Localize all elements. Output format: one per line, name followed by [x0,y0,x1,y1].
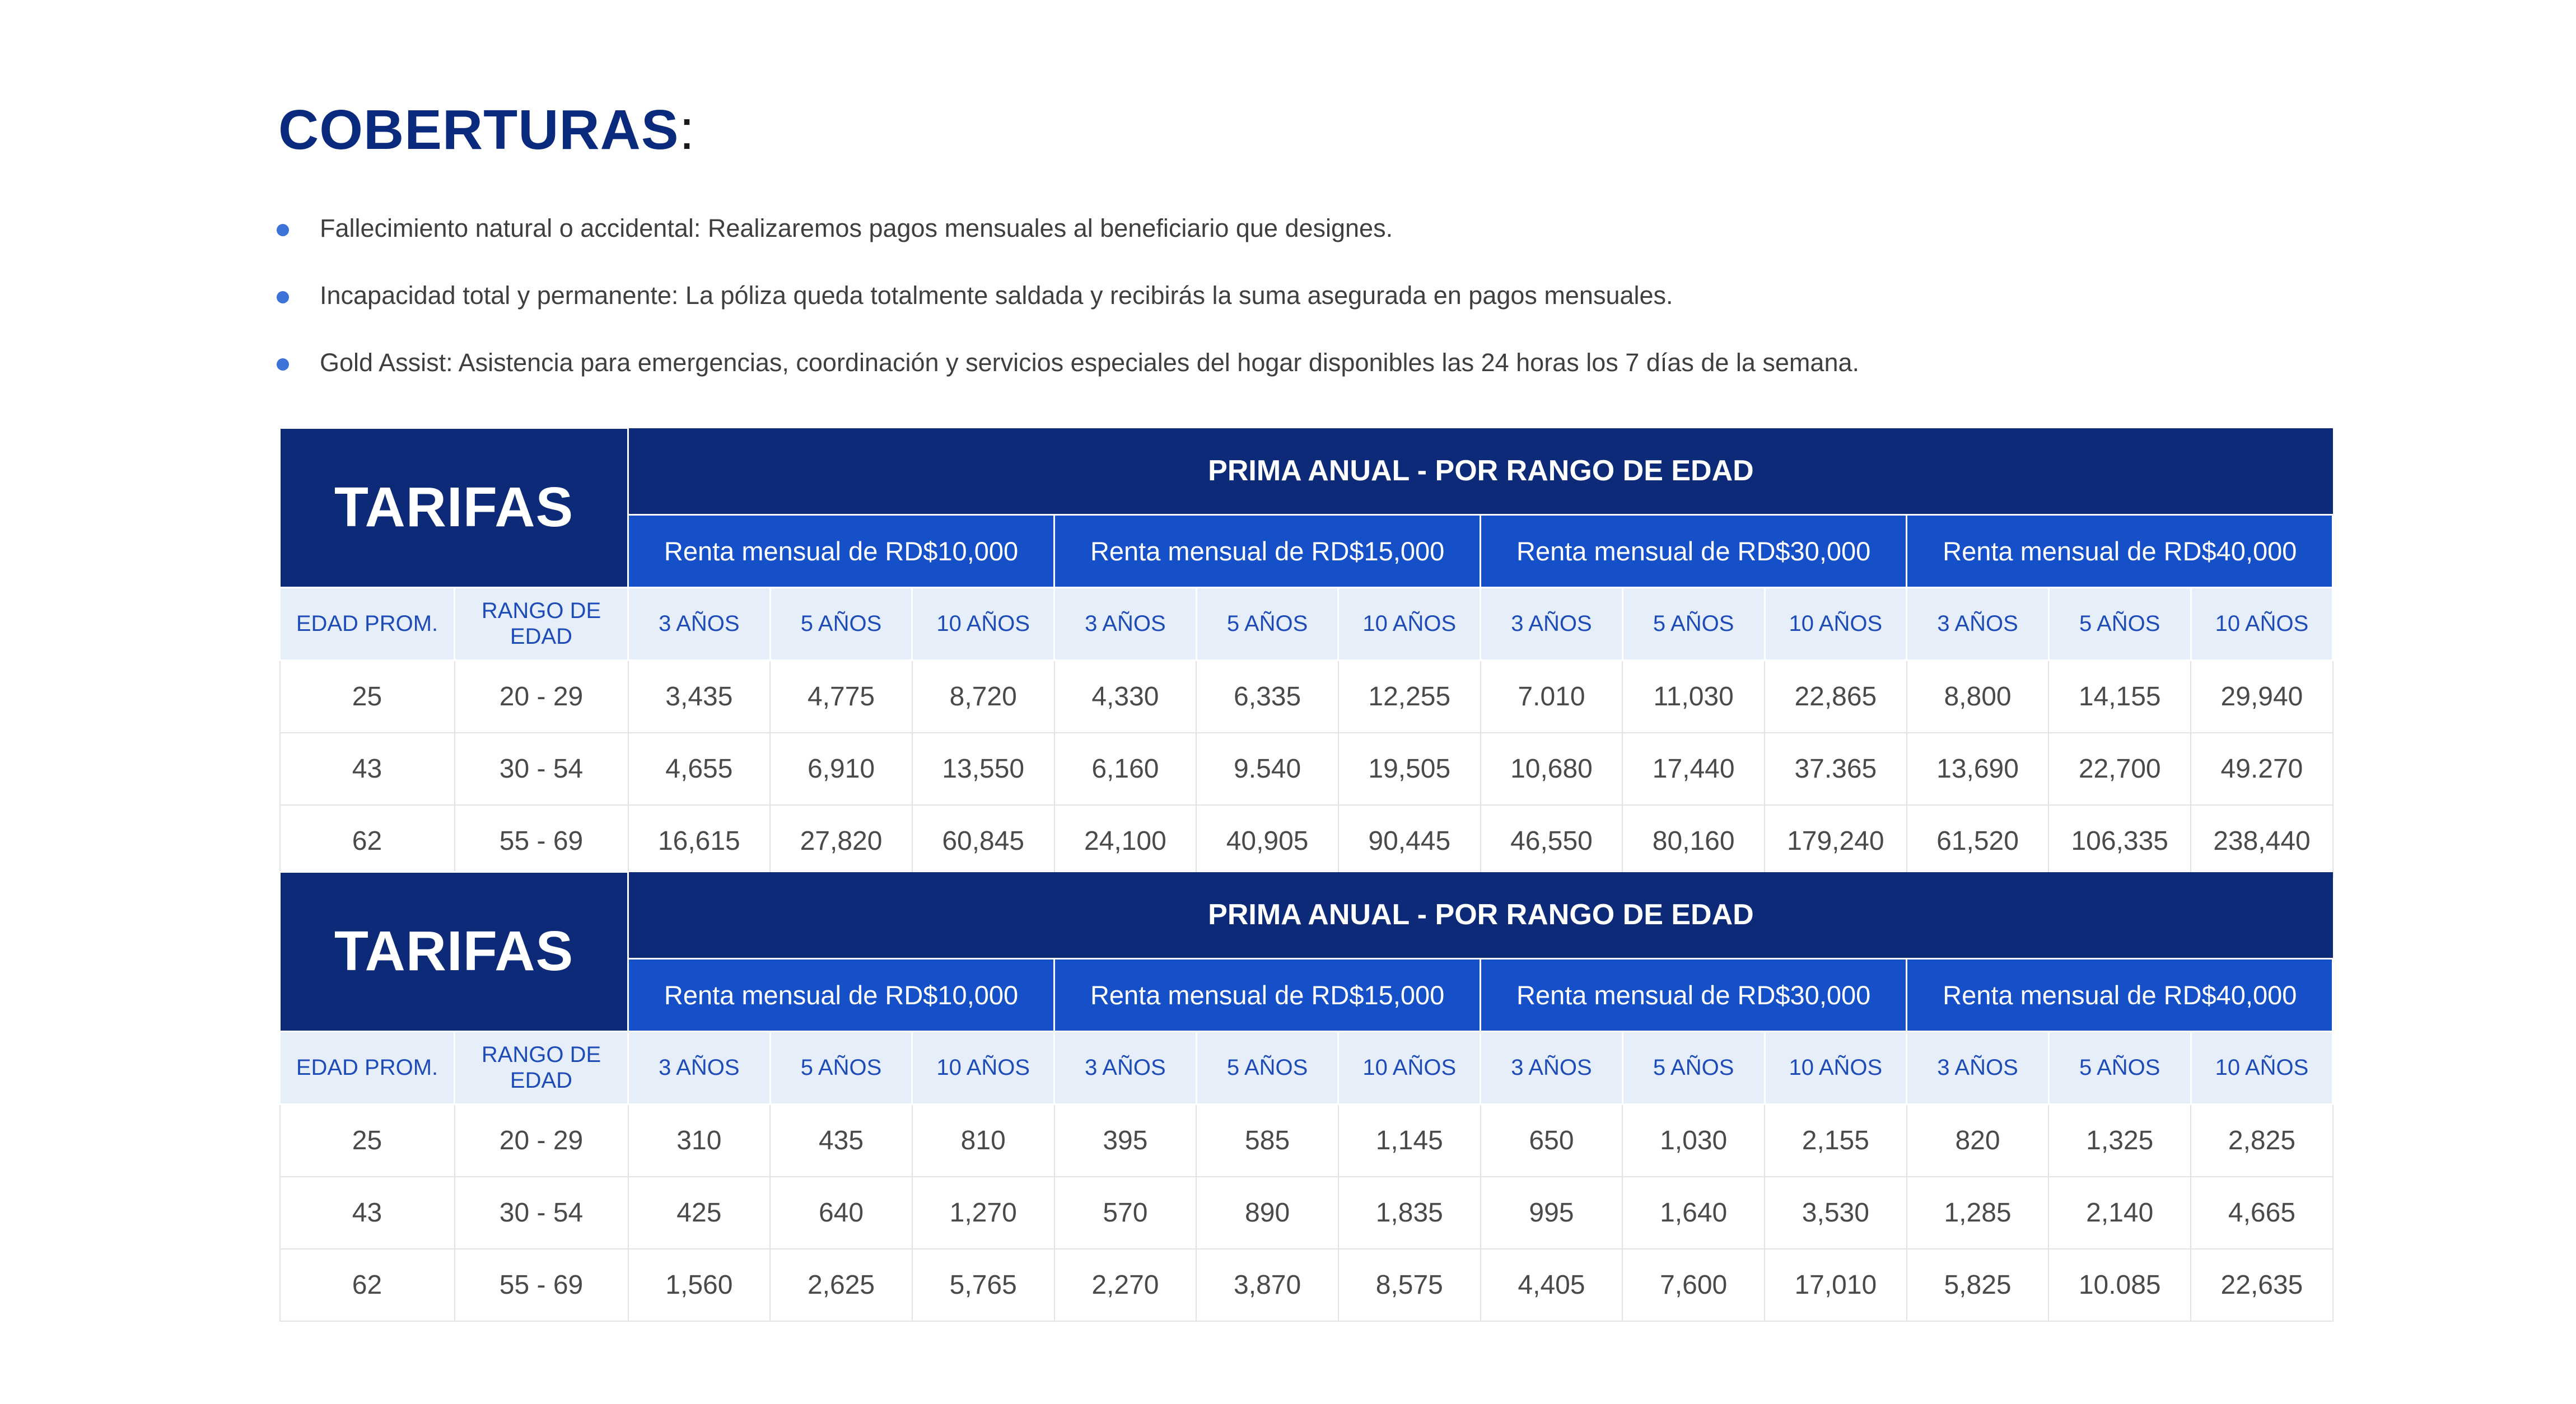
premium-cell: 6,160 [1054,733,1197,805]
renta-header: Renta mensual de RD$40,000 [1907,514,2333,587]
rango-edad-cell: 30 - 54 [455,733,628,805]
term-header: 3 AÑOS [1054,1031,1197,1104]
renta-header: Renta mensual de RD$30,000 [1481,958,1907,1031]
term-header: 3 AÑOS [1054,587,1197,660]
rango-edad-cell: 55 - 69 [455,1249,628,1321]
premium-cell: 2,270 [1054,1249,1197,1321]
edad-prom-cell: 62 [280,1249,455,1321]
bullet-icon [277,358,289,371]
table-row [280,660,2333,733]
premium-cell: 7,600 [1622,1249,1765,1321]
premium-cell: 2,155 [1765,1104,1907,1177]
prima-header: PRIMA ANUAL - POR RANGO DE EDAD [628,872,2333,959]
premium-cell: 2,825 [2191,1104,2333,1177]
page-title: COBERTURAS: [278,99,696,161]
term-header: 5 AÑOS [770,1031,912,1104]
premium-cell: 1,640 [1622,1177,1765,1249]
term-header: 5 AÑOS [2048,1031,2191,1104]
premium-cell: 22,635 [2191,1249,2333,1321]
premium-cell: 10,680 [1481,733,1623,805]
premium-cell: 1,145 [1338,1104,1481,1177]
term-header: 3 AÑOS [628,1031,771,1104]
premium-cell: 29,940 [2191,660,2333,733]
premium-cell: 46,550 [1481,805,1623,877]
premium-cell: 10.085 [2048,1249,2191,1321]
premium-cell: 7.010 [1481,660,1623,733]
premium-cell: 40,905 [1196,805,1338,877]
col-rango-edad: RANGO DE EDAD [455,587,628,660]
table-label: TARIFAS [280,872,628,1032]
list-item [277,262,2349,329]
edad-prom-cell: 43 [280,733,455,805]
table-row [280,1104,2333,1177]
term-header: 3 AÑOS [1907,1031,2049,1104]
term-header: 5 AÑOS [2048,587,2191,660]
premium-cell: 395 [1054,1104,1197,1177]
premium-cell: 810 [912,1104,1054,1177]
coverage-text: Gold Assist: Asistencia para emergencias, coordinación y servicios especiales del hogar disponibles las 24 horas los 7 días de la semana. [320,348,1859,377]
term-header: 10 AÑOS [912,587,1054,660]
coverage-text: Fallecimiento natural o accidental: Realizaremos pagos mensuales al beneficiario que designes. [320,214,1393,242]
premium-cell: 640 [770,1177,912,1249]
rates-table-2 [279,871,2334,1322]
term-header: 10 AÑOS [1338,587,1481,660]
premium-cell: 4,405 [1481,1249,1623,1321]
rango-edad-cell: 20 - 29 [455,1104,628,1177]
premium-cell: 37.365 [1765,733,1907,805]
premium-cell: 1,285 [1907,1177,2049,1249]
premium-cell: 22,865 [1765,660,1907,733]
edad-prom-cell: 43 [280,1177,455,1249]
renta-header: Renta mensual de RD$10,000 [628,958,1054,1031]
rango-edad-cell: 20 - 29 [455,660,628,733]
renta-header: Renta mensual de RD$10,000 [628,514,1054,587]
premium-cell: 3,530 [1765,1177,1907,1249]
term-header: 3 AÑOS [1481,1031,1623,1104]
term-header: 10 AÑOS [2191,1031,2333,1104]
premium-cell: 1,030 [1622,1104,1765,1177]
premium-cell: 4,655 [628,733,771,805]
premium-cell: 2,140 [2048,1177,2191,1249]
premium-cell: 24,100 [1054,805,1197,877]
prima-header: PRIMA ANUAL - POR RANGO DE EDAD [628,428,2333,515]
table-row [280,805,2333,877]
premium-cell: 4,665 [2191,1177,2333,1249]
premium-cell: 13,550 [912,733,1054,805]
rango-edad-cell: 55 - 69 [455,805,628,877]
premium-cell: 5,765 [912,1249,1054,1321]
premium-cell: 2,625 [770,1249,912,1321]
premium-cell: 17,010 [1765,1249,1907,1321]
renta-header: Renta mensual de RD$40,000 [1907,958,2333,1031]
premium-cell: 61,520 [1907,805,2049,877]
premium-cell: 19,505 [1338,733,1481,805]
premium-cell: 13,690 [1907,733,2049,805]
premium-cell: 9.540 [1196,733,1338,805]
term-header: 3 AÑOS [1907,587,2049,660]
premium-cell: 14,155 [2048,660,2191,733]
premium-cell: 90,445 [1338,805,1481,877]
premium-cell: 11,030 [1622,660,1765,733]
term-header: 3 AÑOS [1481,587,1623,660]
premium-cell: 8,575 [1338,1249,1481,1321]
term-header: 5 AÑOS [1196,1031,1338,1104]
renta-header: Renta mensual de RD$30,000 [1481,514,1907,587]
term-header: 10 AÑOS [1765,1031,1907,1104]
list-item [277,195,2349,262]
premium-cell: 179,240 [1765,805,1907,877]
premium-cell: 425 [628,1177,771,1249]
list-item [277,329,2349,396]
term-header: 5 AÑOS [770,587,912,660]
premium-cell: 106,335 [2048,805,2191,877]
premium-cell: 435 [770,1104,912,1177]
premium-cell: 650 [1481,1104,1623,1177]
table-row [280,1177,2333,1249]
premium-cell: 6,335 [1196,660,1338,733]
term-header: 5 AÑOS [1196,587,1338,660]
term-header: 10 AÑOS [912,1031,1054,1104]
premium-cell: 4,775 [770,660,912,733]
col-rango-edad: RANGO DE EDAD [455,1031,628,1104]
col-edad-prom: EDAD PROM. [280,587,455,660]
premium-cell: 1,560 [628,1249,771,1321]
edad-prom-cell: 62 [280,805,455,877]
premium-cell: 8,720 [912,660,1054,733]
premium-cell: 995 [1481,1177,1623,1249]
premium-cell: 3,870 [1196,1249,1338,1321]
premium-cell: 1,835 [1338,1177,1481,1249]
premium-cell: 585 [1196,1104,1338,1177]
rango-edad-cell: 30 - 54 [455,1177,628,1249]
premium-cell: 16,615 [628,805,771,877]
edad-prom-cell: 25 [280,1104,455,1177]
bullet-icon [277,224,289,236]
col-edad-prom: EDAD PROM. [280,1031,455,1104]
premium-cell: 22,700 [2048,733,2191,805]
premium-cell: 3,435 [628,660,771,733]
premium-cell: 80,160 [1622,805,1765,877]
premium-cell: 60,845 [912,805,1054,877]
table-row [280,1249,2333,1321]
term-header: 10 AÑOS [1338,1031,1481,1104]
premium-cell: 820 [1907,1104,2049,1177]
premium-cell: 6,910 [770,733,912,805]
subheader-row [280,1031,2333,1104]
premium-cell: 890 [1196,1177,1338,1249]
term-header: 5 AÑOS [1622,587,1765,660]
rates-table-1 [279,427,2334,878]
coverage-list [277,195,2349,396]
premium-cell: 238,440 [2191,805,2333,877]
premium-cell: 49.270 [2191,733,2333,805]
coverage-text: Incapacidad total y permanente: La póliza queda totalmente saldada y recibirás la suma asegurada en pagos mensuales. [320,281,1673,310]
table-row [280,733,2333,805]
renta-header: Renta mensual de RD$15,000 [1054,958,1481,1031]
table-label: TARIFAS [280,428,628,588]
premium-cell: 8,800 [1907,660,2049,733]
premium-cell: 570 [1054,1177,1197,1249]
subheader-row [280,587,2333,660]
premium-cell: 1,325 [2048,1104,2191,1177]
premium-cell: 17,440 [1622,733,1765,805]
premium-cell: 1,270 [912,1177,1054,1249]
bullet-icon [277,291,289,303]
term-header: 10 AÑOS [1765,587,1907,660]
renta-header: Renta mensual de RD$15,000 [1054,514,1481,587]
term-header: 3 AÑOS [628,587,771,660]
edad-prom-cell: 25 [280,660,455,733]
premium-cell: 5,825 [1907,1249,2049,1321]
premium-cell: 12,255 [1338,660,1481,733]
term-header: 5 AÑOS [1622,1031,1765,1104]
premium-cell: 310 [628,1104,771,1177]
premium-cell: 27,820 [770,805,912,877]
term-header: 10 AÑOS [2191,587,2333,660]
premium-cell: 4,330 [1054,660,1197,733]
